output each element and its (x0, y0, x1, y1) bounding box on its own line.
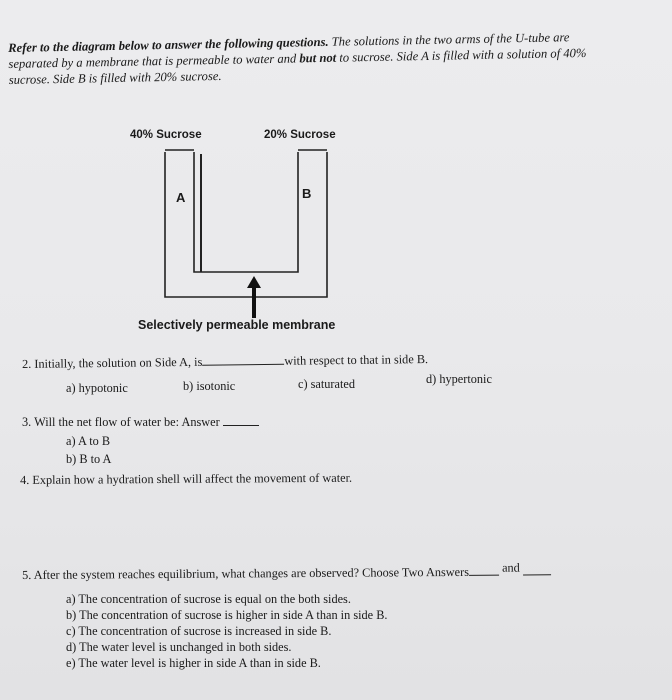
q2-stem-part-b: with respect to that in side B. (284, 352, 429, 368)
q5-option-c[interactable]: c) The concentration of sucrose is increased in side B. (66, 624, 332, 638)
q5-stem-text: 5. After the system reaches equilibrium, what changes are observed? Choose Two Answers (22, 564, 470, 582)
q3-option-a[interactable]: a) A to B (66, 434, 111, 448)
intro-line-1-rest: The solutions in the two arms of the U-tube are (328, 30, 570, 49)
intro-instruction: Refer to the diagram below to answer the following questions. (8, 34, 329, 55)
q2-stem-part-a: 2. Initially, the solution on Side A, is (22, 354, 203, 371)
intro-line-2-b: to sucrose. Side A is filled with a solution of 40% (336, 45, 587, 65)
q3-stem-text: 3. Will the net flow of water be: Answer (22, 415, 220, 429)
q5-option-a[interactable]: a) The concentration of sucrose is equal on the both sides. (66, 592, 351, 606)
q5-option-b[interactable]: b) The concentration of sucrose is higher in side A than in side B. (66, 608, 388, 622)
q2-answer-blank[interactable] (202, 354, 284, 366)
q5-option-d[interactable]: d) The water level is unchanged in both sides. (66, 640, 292, 654)
q2-option-d[interactable]: d) hypertonic (426, 372, 492, 386)
q5-option-e[interactable]: e) The water level is higher in side A than in side B. (66, 656, 321, 670)
q2-option-a[interactable]: a) hypotonic (66, 381, 128, 395)
intro-line-3: sucrose. Side B is filled with 20% sucrose. (8, 68, 222, 87)
intro-line-2-a: separated by a membrane that is permeable to water and (8, 51, 300, 71)
question-4-stem: 4. Explain how a hydration shell will affect the movement of water. (20, 470, 353, 487)
q2-option-b[interactable]: b) isotonic (183, 379, 236, 393)
q5-answer-blank-2[interactable] (523, 564, 551, 575)
u-tube-inner-wall (194, 152, 298, 272)
side-a-label: A (176, 190, 186, 205)
q2-option-c[interactable]: c) saturated (298, 377, 356, 391)
right-arm-label: 20% Sucrose (264, 129, 336, 141)
q3-answer-blank[interactable] (223, 415, 259, 426)
q5-and-word: and (501, 560, 520, 575)
side-b-label: B (302, 186, 312, 201)
u-tube-outer-wall (165, 152, 327, 297)
q5-answer-blank-1[interactable] (469, 565, 499, 576)
question-3-stem (22, 415, 259, 430)
membrane-label: Selectively permeable membrane (138, 318, 336, 332)
left-arm-label: 40% Sucrose (130, 129, 202, 141)
intro-emphasis: but not (299, 50, 337, 66)
q3-option-b[interactable]: b) B to A (66, 452, 112, 466)
